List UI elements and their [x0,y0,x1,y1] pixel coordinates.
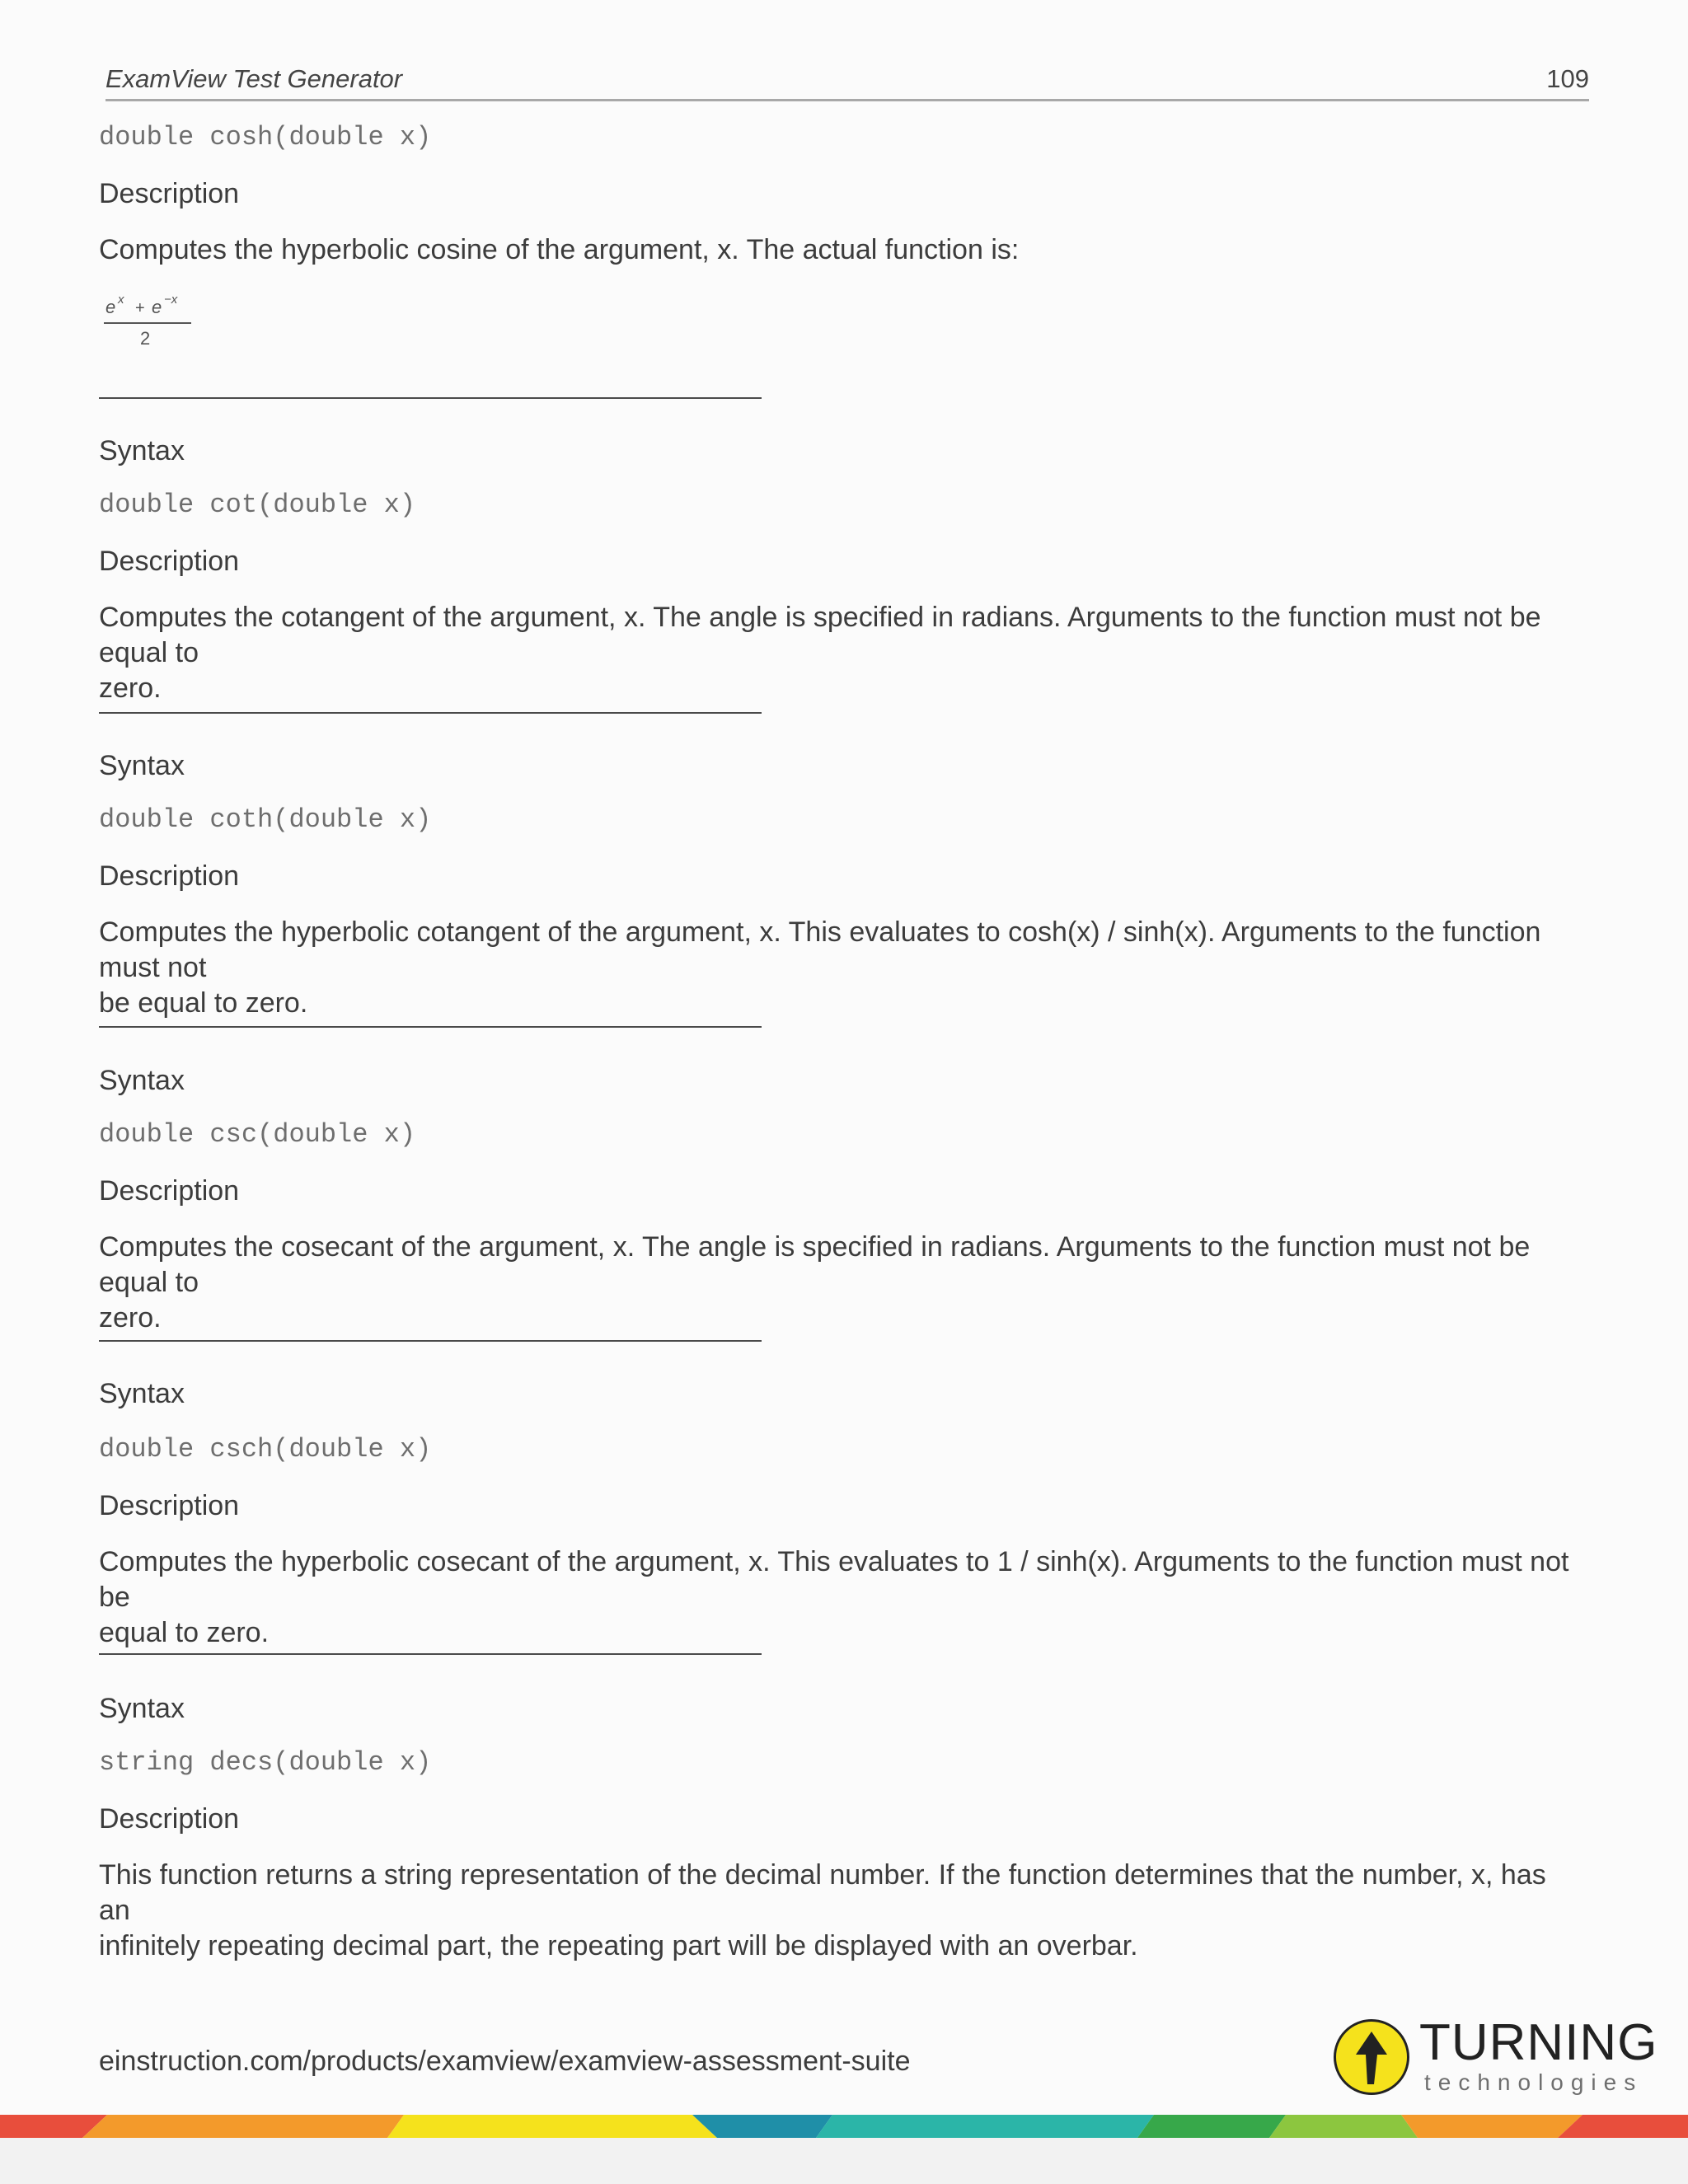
description-line: This function returns a string representation of the decimal number. If the function determines that the number, x, has an [99,1859,1546,1926]
logo-subtitle: technologies [1424,2069,1643,2095]
page-bottom-margin [0,2138,1688,2184]
syntax-code-cot: double cot(double x) [99,490,416,520]
separator-line [99,1026,762,1028]
syntax-label: Syntax [99,750,185,781]
formula-denominator: 2 [140,328,151,349]
description-text-csc [99,1230,1582,1336]
description-text-csch [99,1544,1582,1651]
description-text-cosh: Computes the hyperbolic cosine of the argument, x. The actual function is: [99,234,1020,265]
description-label: Description [99,546,240,577]
syntax-label: Syntax [99,1065,185,1096]
formula-sup-left: x [118,293,124,307]
description-label: Description [99,1490,240,1521]
turning-technologies-logo [1334,2014,1658,2100]
syntax-label: Syntax [99,1378,185,1409]
page-header [106,64,1589,101]
description-text-coth [99,915,1582,1021]
formula-e-left: e [106,297,116,317]
page-number: 109 [1546,64,1589,93]
description-line: be equal to zero. [99,987,308,1019]
syntax-label: Syntax [99,1693,185,1724]
separator-line [99,1340,762,1342]
description-text-decs [99,1858,1582,1964]
logo-circle [1334,2019,1409,2095]
description-label: Description [99,860,240,892]
description-label: Description [99,1175,240,1207]
description-line: zero. [99,1302,162,1333]
description-line: Computes the hyperbolic cotangent of the argument, x. This evaluates to cosh(x) / sinh(x). Arguments to the function must not [99,916,1541,983]
footer-url[interactable]: einstruction.com/products/examview/examview-assessment-suite [99,2046,911,2077]
separator-line [99,397,762,399]
description-line: Computes the cosecant of the argument, x. The angle is specified in radians. Arguments to the function must not be equal to [99,1231,1531,1298]
description-label: Description [99,178,240,209]
syntax-label: Syntax [99,435,185,466]
description-line: Computes the hyperbolic cosecant of the argument, x. This evaluates to 1 / sinh(x). Arguments to the function must not be [99,1546,1569,1613]
description-label: Description [99,1803,240,1835]
up-arrow-icon [1336,2022,1407,2093]
description-text-cot [99,600,1582,706]
formula-plus: + [135,299,145,317]
separator-line [99,712,762,714]
color-stripe [0,2115,1688,2138]
syntax-code-coth: double coth(double x) [99,804,432,835]
cosh-formula [102,288,195,354]
formula-e-right: e [152,297,162,317]
description-line: equal to zero. [99,1617,270,1648]
syntax-code-cosh: double cosh(double x) [99,122,432,152]
description-line: infinitely repeating decimal part, the repeating part will be displayed with an overbar. [99,1930,1138,1961]
syntax-code-decs: string decs(double x) [99,1747,432,1778]
formula-sup-right: −x [164,293,178,307]
separator-line [99,1653,762,1655]
description-line: Computes the cotangent of the argument, x. The angle is specified in radians. Arguments to the function must not be equal to [99,602,1541,668]
syntax-code-csc: double csc(double x) [99,1119,416,1150]
logo-word: TURNING [1419,2014,1658,2071]
header-title: ExamView Test Generator [106,64,403,93]
syntax-code-csch: double csch(double x) [99,1434,432,1465]
description-line: zero. [99,673,162,704]
